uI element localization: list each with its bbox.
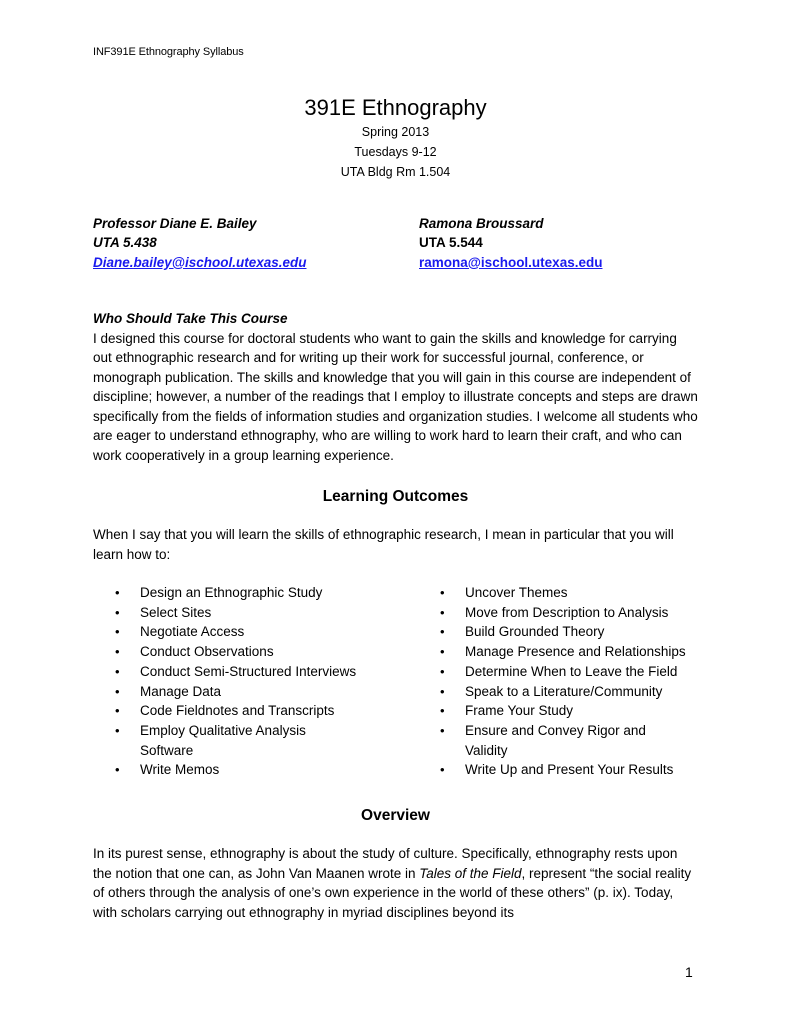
page-number: 1 bbox=[685, 964, 693, 980]
list-item: • Move from Description to Analysis bbox=[440, 603, 720, 623]
assistant-contact bbox=[419, 214, 602, 272]
overview-section bbox=[93, 844, 699, 922]
bullet-icon: • bbox=[440, 624, 445, 640]
bullet-icon: • bbox=[440, 604, 445, 620]
running-header: INF391E Ethnography Syllabus bbox=[93, 46, 244, 58]
bullet-icon: • bbox=[115, 722, 120, 738]
bullet-icon: • bbox=[440, 585, 445, 600]
course-title-block bbox=[0, 95, 791, 182]
who-should-take-body: I designed this course for doctoral students who want to gain the skills and knowledge for carrying out ethnographic research and for writing up their work for successful journal, conference, or monograph publication. The skills and knowledge that you will gain in this course are independent of discipline; however, a number of the readings that I employ to illustrate concepts and steps are drawn specifically from the fields of information studies and organization studies. I welcome all students who are eager to understand ethnography, who are willing to work hard to learn their craft, and who can work cooperatively in a group learning experience. bbox=[93, 330, 698, 463]
learning-outcomes-heading: Learning Outcomes bbox=[322, 488, 469, 505]
list-item: • Write Up and Present Your Results bbox=[440, 760, 720, 780]
list-item: • Write Memos bbox=[115, 760, 385, 780]
bullet-icon: • bbox=[440, 663, 445, 679]
list-item: • Employ Qualitative Analysis Software bbox=[115, 722, 306, 758]
bullet-icon: • bbox=[115, 624, 120, 640]
outcomes-left-list bbox=[115, 583, 385, 780]
list-item: • Code Fieldnotes and Transcripts bbox=[115, 701, 385, 721]
list-item: • Speak to a Literature/Community bbox=[440, 682, 720, 702]
bullet-icon: • bbox=[440, 703, 445, 719]
bullet-icon: • bbox=[115, 683, 120, 699]
list-item: • Negotiate Access bbox=[115, 622, 385, 642]
bullet-icon: • bbox=[440, 762, 445, 778]
overview-heading: Overview bbox=[361, 807, 430, 824]
list-item: • Manage Data bbox=[115, 682, 385, 702]
assistant-name: Ramona Broussard bbox=[419, 216, 544, 231]
course-title: 391E Ethnography bbox=[304, 95, 487, 120]
learning-outcomes-intro-section bbox=[93, 525, 699, 564]
assistant-email-link[interactable]: ramona@ischool.utexas.edu bbox=[419, 254, 603, 270]
list-item: • Uncover Themes bbox=[440, 583, 720, 603]
bullet-icon: • bbox=[115, 644, 120, 660]
bullet-icon: • bbox=[440, 722, 445, 738]
outcomes-right-column bbox=[440, 583, 720, 780]
outcomes-right-list bbox=[440, 583, 720, 780]
list-item: • Conduct Semi-Structured Interviews bbox=[115, 662, 385, 682]
list-item: • Manage Presence and Relationships bbox=[440, 642, 720, 662]
bullet-icon: • bbox=[115, 703, 120, 719]
overview-body: In its purest sense, ethnography is about the study of culture. Specifically, ethnography rests upon the notion that one can, as John Van Maanen wrote in Tales of the Field, represent “the social reality of others through the analysis of one’s own experience in the world of these others” (p. ix). Today, with scholars carrying out ethnography in myriad disciplines beyond its bbox=[93, 846, 692, 920]
list-item: • Design an Ethnographic Study bbox=[115, 583, 385, 603]
bullet-icon: • bbox=[440, 683, 445, 699]
professor-office: UTA 5.438 bbox=[93, 235, 157, 251]
who-should-take-section bbox=[93, 309, 699, 465]
list-item: • Determine When to Leave the Field bbox=[440, 662, 720, 682]
course-term: Spring 2013 bbox=[361, 125, 430, 139]
bullet-icon: • bbox=[115, 762, 120, 778]
list-item: • Conduct Observations bbox=[115, 642, 385, 662]
learning-outcomes-intro: When I say that you will learn the skills of ethnographic research, I mean in particular that you will learn how to: bbox=[93, 527, 674, 562]
course-location: UTA Bldg Rm 1.504 bbox=[340, 165, 451, 179]
bullet-icon: • bbox=[115, 585, 120, 600]
instructor-info bbox=[93, 214, 713, 274]
list-item: • Frame Your Study bbox=[440, 701, 720, 721]
professor-email-link[interactable]: Diane.bailey@ischool.utexas.edu bbox=[93, 254, 307, 270]
list-item: • Select Sites bbox=[115, 603, 385, 623]
book-title: Tales of the Field bbox=[419, 865, 522, 881]
outcomes-left-column bbox=[115, 583, 385, 780]
bullet-icon: • bbox=[440, 644, 445, 660]
bullet-icon: • bbox=[115, 663, 120, 679]
professor-name: Professor Diane E. Bailey bbox=[93, 216, 257, 231]
course-schedule: Tuesdays 9-12 bbox=[354, 145, 437, 159]
list-item: • Build Grounded Theory bbox=[440, 622, 720, 642]
who-should-take-heading: Who Should Take This Course bbox=[93, 311, 288, 326]
list-item: • Ensure and Convey Rigor and Validity bbox=[440, 722, 646, 758]
professor-contact bbox=[93, 214, 306, 272]
bullet-icon: • bbox=[115, 604, 120, 620]
assistant-office: UTA 5.544 bbox=[419, 235, 483, 251]
